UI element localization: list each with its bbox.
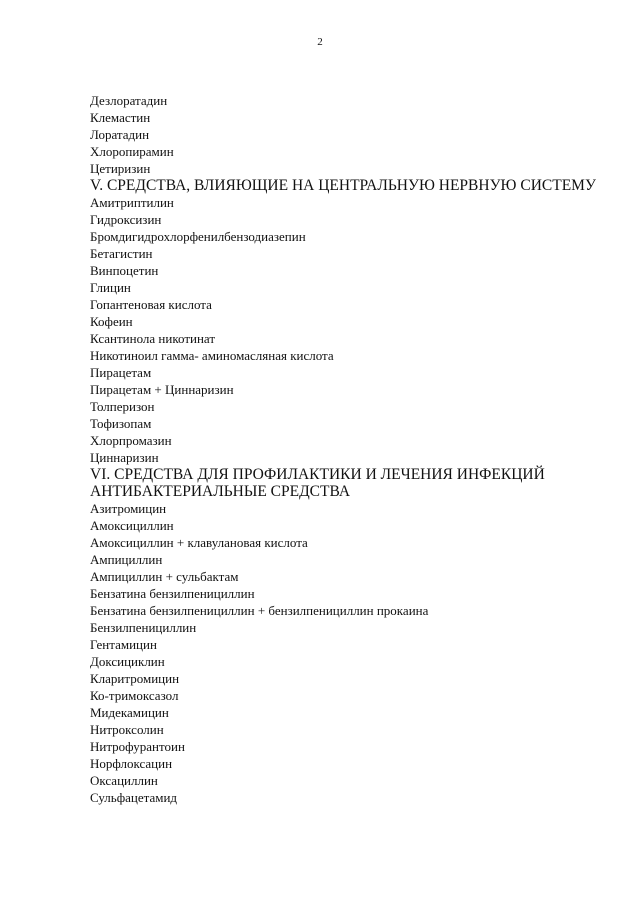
list-item: Кларитромицин (90, 671, 180, 686)
list-item: Мидекамицин (90, 705, 169, 720)
list-item: Бензилпенициллин (90, 620, 197, 635)
list-item: Клемастин (90, 110, 151, 125)
section-heading: VI. СРЕДСТВА ДЛЯ ПРОФИЛАКТИКИ И ЛЕЧЕНИЯ ИНФЕКЦИЙ (90, 466, 545, 483)
list-item: Бетагистин (90, 246, 153, 261)
list-item: Азитромицин (90, 501, 167, 516)
list-item: Нитрофурантоин (90, 739, 185, 754)
section-heading: V. СРЕДСТВА, ВЛИЯЮЩИЕ НА ЦЕНТРАЛЬНУЮ НЕРВНУЮ СИСТЕМУ (90, 177, 596, 194)
list-item: Цетиризин (90, 161, 151, 176)
list-item: Амоксициллин + клавулановая кислота (90, 535, 308, 550)
list-item: Циннаризин (90, 450, 159, 465)
list-item: Дезлоратадин (90, 93, 168, 108)
list-item: Сульфацетамид (90, 790, 178, 805)
list-item: Бромдигидрохлорфенилбензодиазепин (90, 229, 306, 244)
list-item: Доксициклин (90, 654, 165, 669)
list-item: Гидроксизин (90, 212, 162, 227)
list-item: Бензатина бензилпенициллин + бензилпенициллин прокаина (90, 603, 429, 618)
list-item: Гопантеновая кислота (90, 297, 212, 312)
list-item: Кофеин (90, 314, 133, 329)
list-item: Оксациллин (90, 773, 158, 788)
list-item: Никотиноил гамма- аминомасляная кислота (90, 348, 334, 363)
list-item: Хлоропирамин (90, 144, 174, 159)
list-item: Нитроксолин (90, 722, 164, 737)
list-item: Ампициллин + сульбактам (90, 569, 239, 584)
list-item: Тофизопам (90, 416, 152, 431)
list-item: Хлорпромазин (90, 433, 172, 448)
list-item: Гентамицин (90, 637, 157, 652)
list-item: Ампициллин (90, 552, 163, 567)
section-heading: АНТИБАКТЕРИАЛЬНЫЕ СРЕДСТВА (90, 483, 351, 500)
list-item: Бензатина бензилпенициллин (90, 586, 255, 601)
list-item: Норфлоксацин (90, 756, 173, 771)
list-item: Амоксициллин (90, 518, 174, 533)
list-item: Толперизон (90, 399, 155, 414)
list-item: Пирацетам + Циннаризин (90, 382, 234, 397)
list-item: Лоратадин (90, 127, 150, 142)
list-item: Ко-тримоксазол (90, 688, 179, 703)
list-item: Пирацетам (90, 365, 152, 380)
list-item: Амитриптилин (90, 195, 174, 210)
list-item: Глицин (90, 280, 131, 295)
list-item: Ксантинола никотинат (90, 331, 216, 346)
list-item: Винпоцетин (90, 263, 159, 278)
drug-list (90, 92, 610, 806)
page-number: 2 (317, 36, 323, 48)
